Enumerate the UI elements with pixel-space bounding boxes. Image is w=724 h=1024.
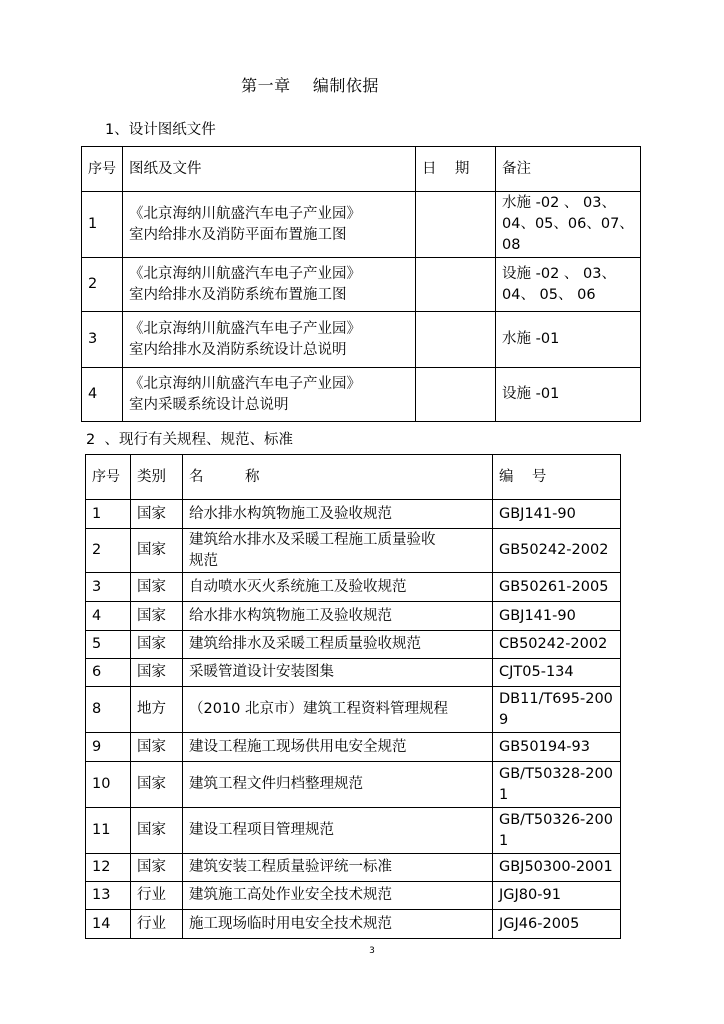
row-no: 4 xyxy=(86,602,131,631)
row-no: 4 xyxy=(82,368,123,422)
row-no: 9 xyxy=(86,733,131,762)
header-name: 名 称 xyxy=(183,455,493,500)
table-row xyxy=(86,573,621,602)
row-code: GBJ141-90 xyxy=(493,500,621,529)
row-document: 《北京海纳川航盛汽车电子产业园》 室内采暖系统设计总说明 xyxy=(123,368,416,422)
table-row xyxy=(82,192,641,258)
row-category: 国家 xyxy=(131,529,183,573)
standards-table-header xyxy=(86,455,621,500)
row-code: GB/T50328-200 1 xyxy=(493,762,621,808)
header-no: 序号 xyxy=(82,147,123,192)
row-category: 国家 xyxy=(131,854,183,882)
table-row xyxy=(86,854,621,882)
row-code: GBJ50300-2001 xyxy=(493,854,621,882)
row-code: GB/T50326-200 1 xyxy=(493,808,621,854)
row-name: （2010 北京市）建筑工程资料管理规程 xyxy=(183,687,493,733)
table-row xyxy=(86,687,621,733)
table-row xyxy=(86,529,621,573)
row-date xyxy=(416,312,496,368)
row-no: 10 xyxy=(86,762,131,808)
header-no: 序号 xyxy=(86,455,131,500)
header-date: 日 期 xyxy=(416,147,496,192)
row-name: 自动喷水灭火系统施工及验收规范 xyxy=(183,573,493,602)
row-no: 2 xyxy=(82,258,123,312)
row-category: 国家 xyxy=(131,659,183,687)
table-row xyxy=(86,808,621,854)
drawings-table xyxy=(81,146,641,422)
row-category: 国家 xyxy=(131,733,183,762)
row-no: 1 xyxy=(86,500,131,529)
row-note: 水施 -02 、 03、 04、05、06、07、 08 xyxy=(496,192,641,258)
table-row xyxy=(82,258,641,312)
table-row xyxy=(86,762,621,808)
header-category: 类别 xyxy=(131,455,183,500)
row-date xyxy=(416,192,496,258)
row-code: CB50242-2002 xyxy=(493,631,621,659)
table-row xyxy=(86,659,621,687)
row-name: 建筑工程文件归档整理规范 xyxy=(183,762,493,808)
row-no: 2 xyxy=(86,529,131,573)
row-code: GB50194-93 xyxy=(493,733,621,762)
row-code: GBJ141-90 xyxy=(493,602,621,631)
header-note: 备注 xyxy=(496,147,641,192)
row-no: 8 xyxy=(86,687,131,733)
row-document: 《北京海纳川航盛汽车电子产业园》 室内给排水及消防系统布置施工图 xyxy=(123,258,416,312)
row-note: 设施 -01 xyxy=(496,368,641,422)
row-name: 建设工程项目管理规范 xyxy=(183,808,493,854)
row-name: 建筑施工高处作业安全技术规范 xyxy=(183,882,493,910)
row-no: 11 xyxy=(86,808,131,854)
row-name: 给水排水构筑物施工及验收规范 xyxy=(183,602,493,631)
table-row xyxy=(86,631,621,659)
table-row xyxy=(82,312,641,368)
drawings-table-header xyxy=(82,147,641,192)
row-note: 水施 -01 xyxy=(496,312,641,368)
section1-heading: 1、设计图纸文件 xyxy=(105,122,216,138)
row-code: JGJ80-91 xyxy=(493,882,621,910)
row-code: GB50242-2002 xyxy=(493,529,621,573)
row-name: 给水排水构筑物施工及验收规范 xyxy=(183,500,493,529)
row-name: 采暖管道设计安装图集 xyxy=(183,659,493,687)
page-number: 3 xyxy=(369,946,375,956)
table-row xyxy=(86,733,621,762)
row-no: 1 xyxy=(82,192,123,258)
row-category: 国家 xyxy=(131,573,183,602)
row-category: 地方 xyxy=(131,687,183,733)
row-name: 建设工程施工现场供用电安全规范 xyxy=(183,733,493,762)
row-no: 6 xyxy=(86,659,131,687)
header-document: 图纸及文件 xyxy=(123,147,416,192)
row-name: 建筑安装工程质量验评统一标准 xyxy=(183,854,493,882)
chapter-title: 第一章 编制依据 xyxy=(241,76,379,95)
row-no: 5 xyxy=(86,631,131,659)
row-no: 13 xyxy=(86,882,131,910)
table-row xyxy=(82,368,641,422)
row-code: GB50261-2005 xyxy=(493,573,621,602)
header-code: 编 号 xyxy=(493,455,621,500)
row-document: 《北京海纳川航盛汽车电子产业园》 室内给排水及消防系统设计总说明 xyxy=(123,312,416,368)
table-row xyxy=(86,500,621,529)
row-category: 国家 xyxy=(131,631,183,659)
row-no: 12 xyxy=(86,854,131,882)
row-note: 设施 -02 、 03、 04、 05、 06 xyxy=(496,258,641,312)
row-code: DB11/T695-200 9 xyxy=(493,687,621,733)
row-name: 建筑给排水及采暖工程质量验收规范 xyxy=(183,631,493,659)
row-document: 《北京海纳川航盛汽车电子产业园》 室内给排水及消防平面布置施工图 xyxy=(123,192,416,258)
row-category: 国家 xyxy=(131,762,183,808)
row-date xyxy=(416,368,496,422)
table-row xyxy=(86,602,621,631)
row-no: 14 xyxy=(86,910,131,939)
row-no: 3 xyxy=(86,573,131,602)
row-category: 行业 xyxy=(131,910,183,939)
row-no: 3 xyxy=(82,312,123,368)
table-row xyxy=(86,882,621,910)
row-category: 国家 xyxy=(131,602,183,631)
section2-heading: 2 、现行有关规程、规范、标准 xyxy=(86,432,293,448)
row-name: 施工现场临时用电安全技术规范 xyxy=(183,910,493,939)
row-code: JGJ46-2005 xyxy=(493,910,621,939)
table-row xyxy=(86,910,621,939)
row-category: 国家 xyxy=(131,500,183,529)
row-category: 行业 xyxy=(131,882,183,910)
standards-table xyxy=(85,454,621,939)
row-date xyxy=(416,258,496,312)
row-category: 国家 xyxy=(131,808,183,854)
row-name: 建筑给水排水及采暖工程施工质量验收 规范 xyxy=(183,529,493,573)
row-code: CJT05-134 xyxy=(493,659,621,687)
